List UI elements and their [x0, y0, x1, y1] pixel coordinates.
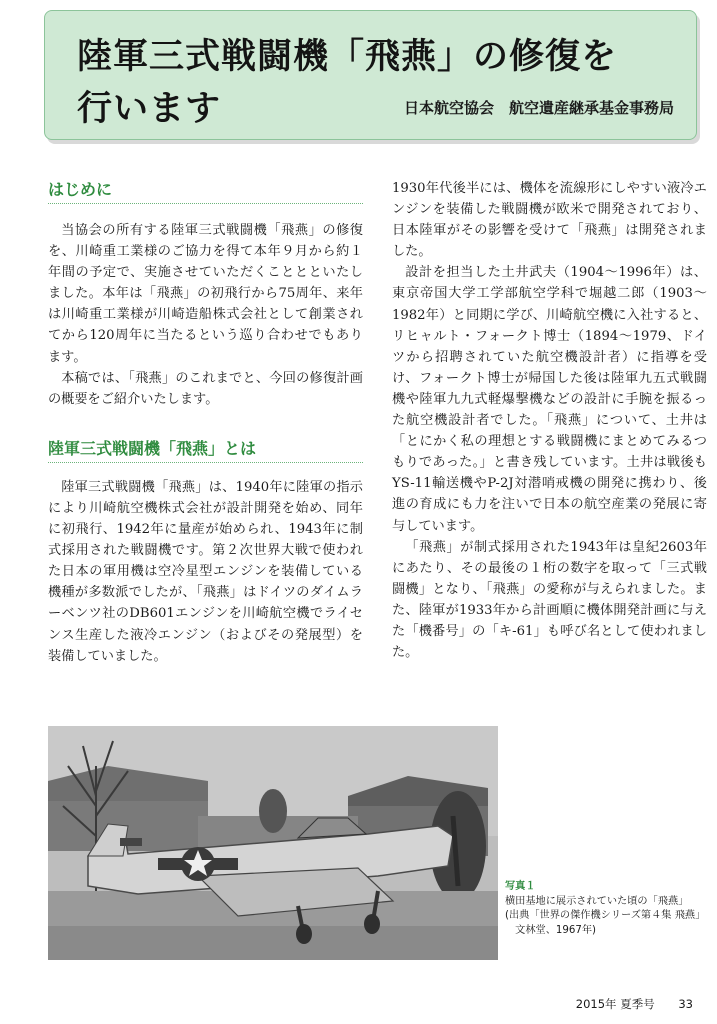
- caption-line-1: 横田基地に展示されていた頃の「飛燕」: [505, 895, 689, 907]
- photo-caption: [505, 880, 715, 938]
- right-column: [392, 178, 707, 663]
- section-heading-about: 陸軍三式戦闘機「飛燕」とは: [48, 437, 363, 463]
- title-box: [44, 10, 697, 140]
- intro-paragraph-2: 本稿では、「飛燕」のこれまでと、今回の修復計画の概要をご紹介いたします。: [48, 370, 363, 407]
- right-paragraph-1: 1930年代後半には、機体を流線形にしやすい液冷エンジンを装備した戦闘機が欧米で開発されており、日本陸軍がその影響を受けて「飛燕」は開発されました。: [392, 181, 707, 260]
- section-heading-intro: はじめに: [48, 178, 363, 204]
- left-column: [48, 178, 363, 667]
- aircraft-photo-image: [48, 726, 498, 960]
- about-paragraph-1: 陸軍三式戦闘機「飛燕」は、1940年に陸軍の指示により川崎航空機株式会社が設計開発を始め、同年に初飛行、1942年に量産が始められ、1943年に制式採用された戦闘機です。第２次世界大戦で使われた日本の軍用機は空冷星型エンジンを装備している機種が多数派でしたが、「飛燕」はドイツのダイムラーベンツ社のDB601エンジンを川崎航空機でライセンス生産した液冷エンジン（およびその発展型）を装備していました。: [48, 479, 363, 664]
- aircraft-photo: [48, 726, 498, 960]
- caption-line-3: 文林堂、1967年): [505, 924, 597, 936]
- intro-paragraph-1: 当協会の所有する陸軍三式戦闘機「飛燕」の修復を、川崎重工業様のご協力を得て本年９月から約１年間の予定で、実施させていただくこととといたしました。本年は「飛燕」の初飛行から75周年、来年は川崎重工業様が川崎造船株式会社として創業されてから120周年に当たるという巡り合わせでもあります。: [48, 223, 363, 365]
- photo-label: 写真１: [505, 881, 536, 892]
- right-paragraph-3: 「飛燕」が制式採用された1943年は皇紀2603年にあたり、その最後の１桁の数字を取って「三式戦闘機」となり、「飛燕」の愛称が与えられました。また、陸軍が1933年から計画順に機体開発計画に与えた「機番号」の「キ-61」も呼び名として使われました。: [392, 539, 707, 661]
- page-number: 33: [678, 997, 693, 1011]
- caption-line-2: (出典「世界の傑作機シリーズ第４集 飛燕」: [505, 910, 706, 921]
- page-footer: [576, 996, 693, 1012]
- article-title-line2: 行います: [77, 88, 222, 129]
- right-paragraph-2: 設計を担当した土井武夫（1904～1996年）は、東京帝国大学工学部航空学科で堀越二郎（1903～1982年）と同期に学び、川崎航空機に入社すると、リヒャルト・フォークト博士（1894～1979、ドイツから招聘されていた航空機設計者）に指導を受け、フォークト博士が帰国した後は陸軍九五式戦闘機や陸軍九九式軽爆撃機などの設計に手腕を振るった航空機設計者でした。「飛燕」について、土井は「とにかく私の理想とする戦闘機にまとめてみるつもりであった。」と書き残しています。土井は戦後もYS-11輸送機やP-2J対潜哨戒機の開発に携わり、後進の育成にも力を注いで日本の航空産業の発展に寄与しています。: [392, 265, 707, 534]
- author-organization: 日本航空協会 航空遺産継承基金事務局: [403, 99, 674, 117]
- article-title-line1: 陸軍三式戦闘機「飛燕」の修復を: [77, 36, 618, 77]
- issue-label: 2015年 夏季号: [575, 997, 655, 1011]
